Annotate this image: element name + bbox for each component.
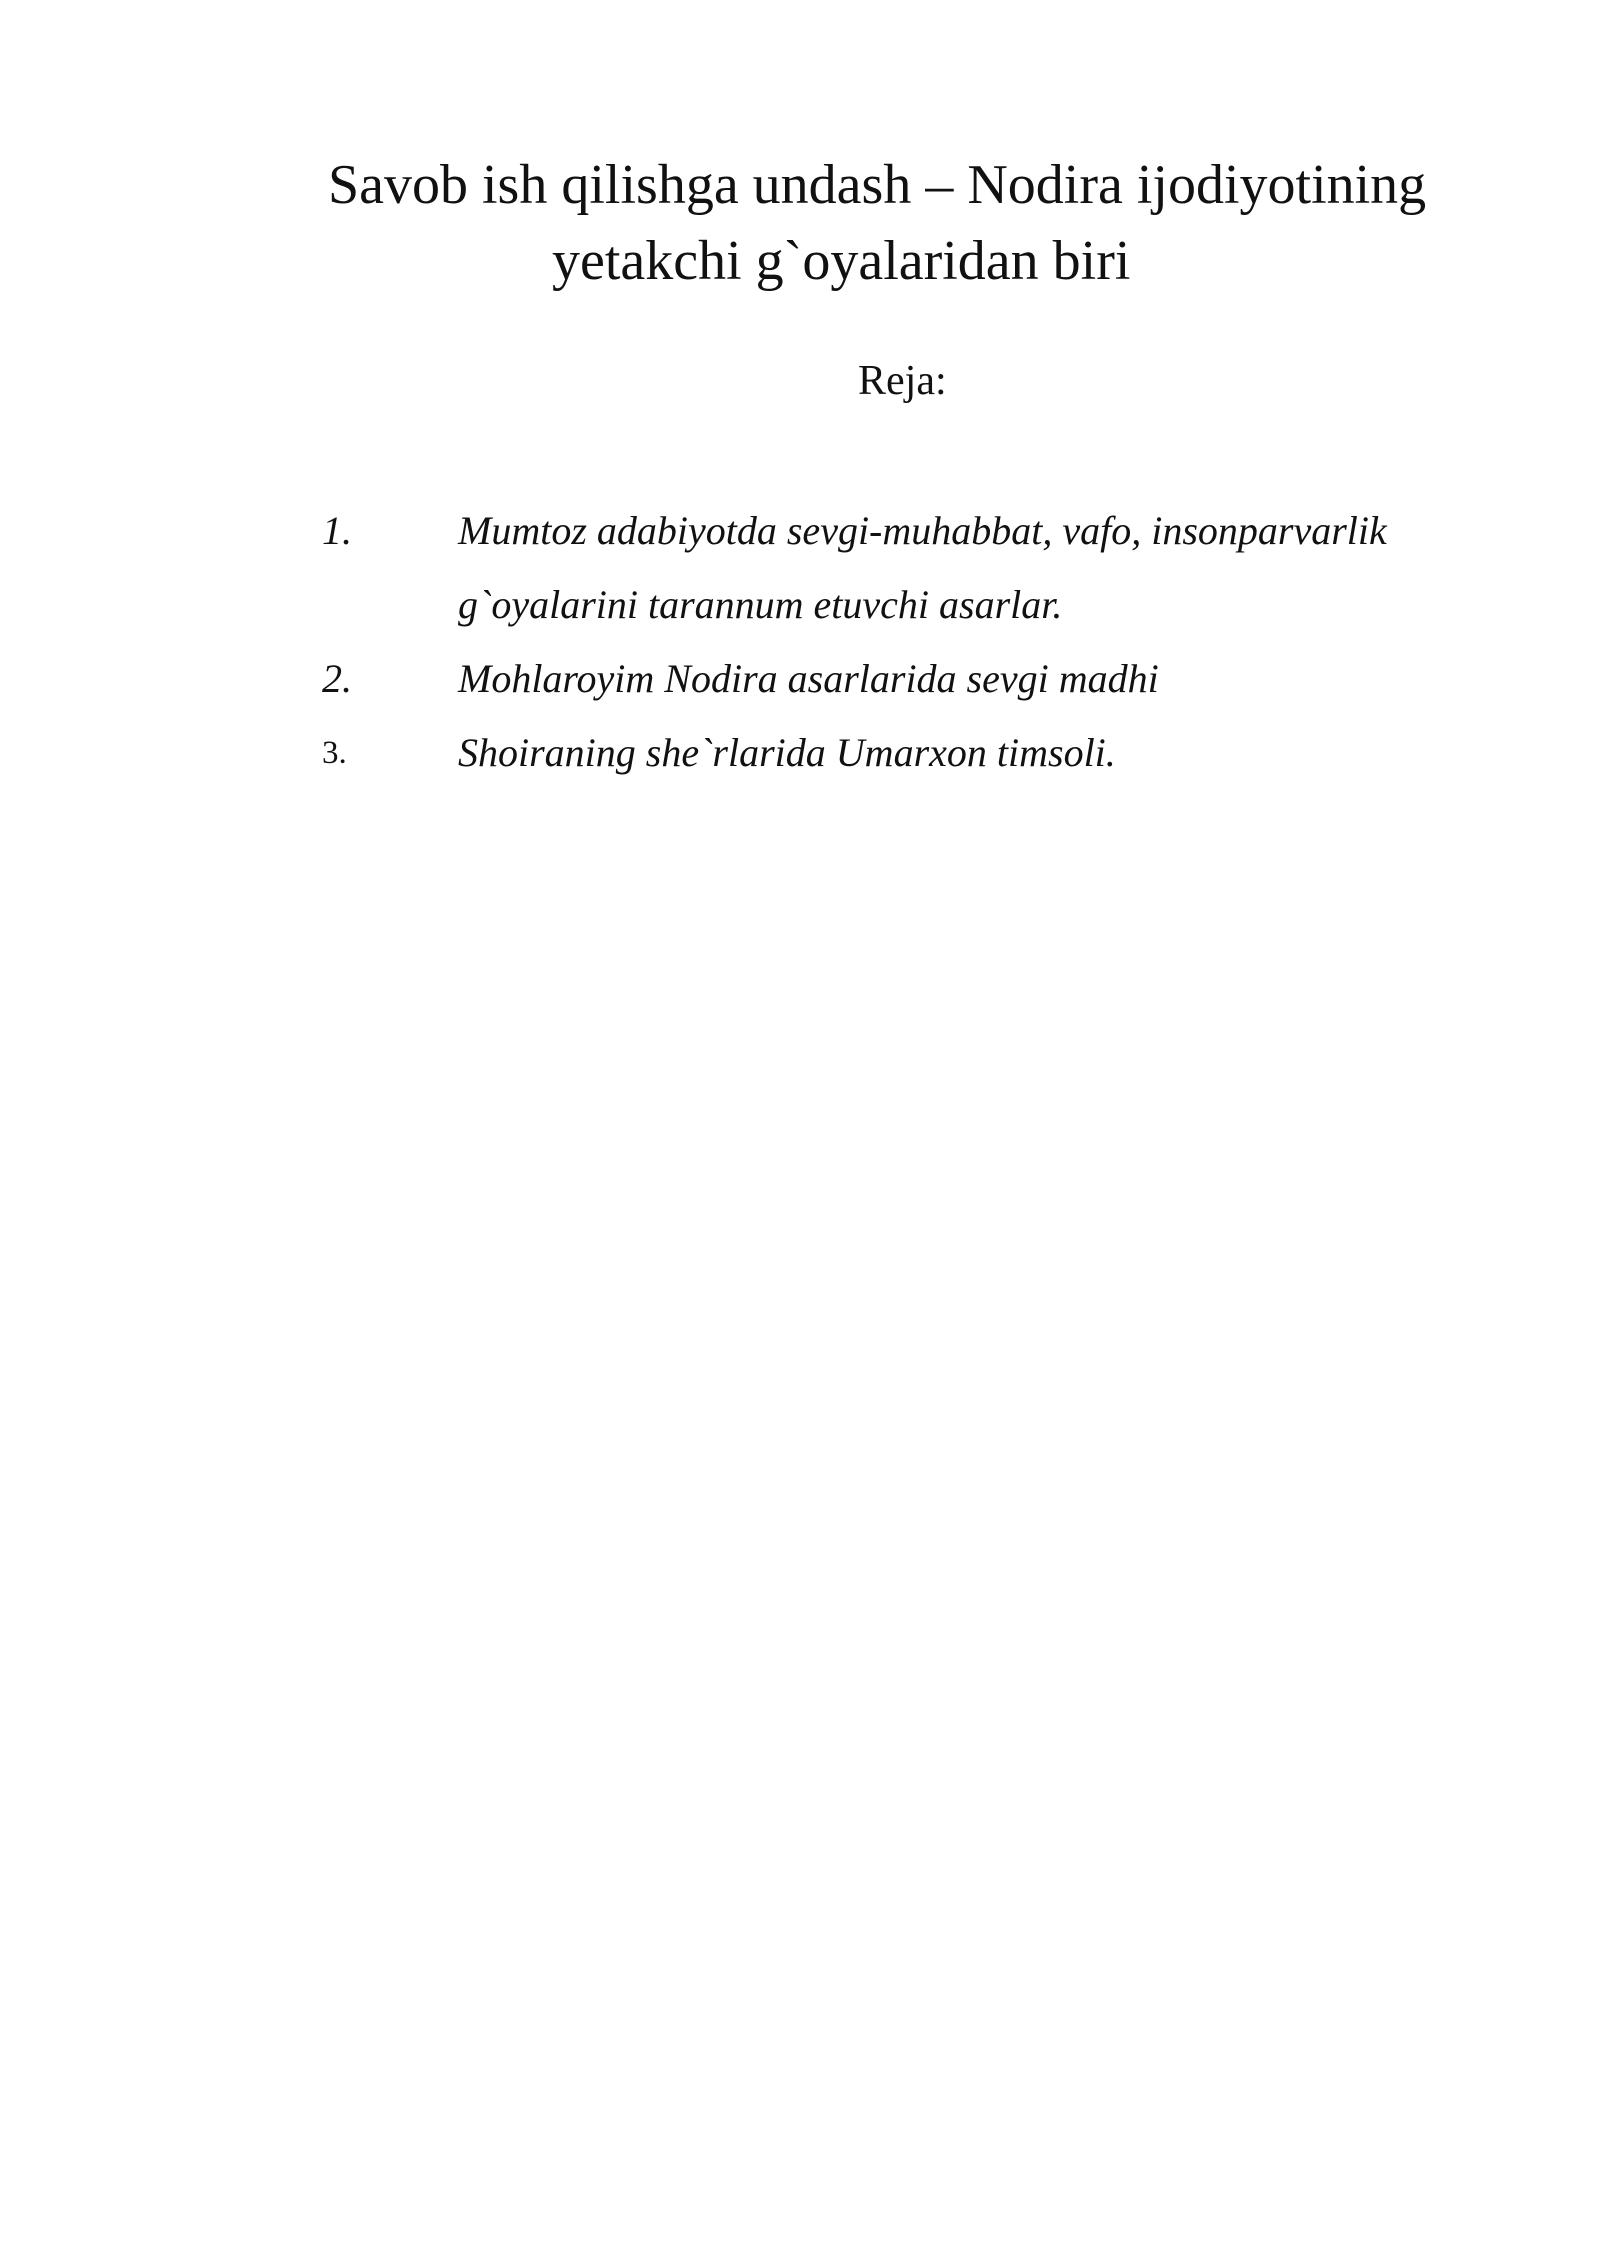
document-title-line-1: Savob ish qilishga undash – Nodira ijodiyotining [328,154,1427,216]
plan-item-text-line-2: g`oyalarini tarannum etuvchi asarlar. [458,582,1063,627]
plan-item-text-line-1: Shoiraning she`rlarida Umarxon timsoli. [458,730,1116,775]
plan-heading: Reja: [858,358,947,404]
plan-item-text [458,716,1116,790]
plan-item-text [458,642,1159,716]
plan-item-text-line-1: Mohlaroyim Nodira asarlarida sevgi madhi [458,656,1159,701]
plan-item-number: 2. [322,656,352,701]
plan-item-text [458,494,1387,642]
plan-item-number: 1. [322,508,352,553]
plan-item-number: 3. [322,735,347,771]
document-title-line-2: yetakchi g`oyalaridan biri [552,230,1131,292]
plan-item-text-line-1: Mumtoz adabiyotda sevgi-muhabbat, vafo, insonparvarlik [458,508,1387,553]
